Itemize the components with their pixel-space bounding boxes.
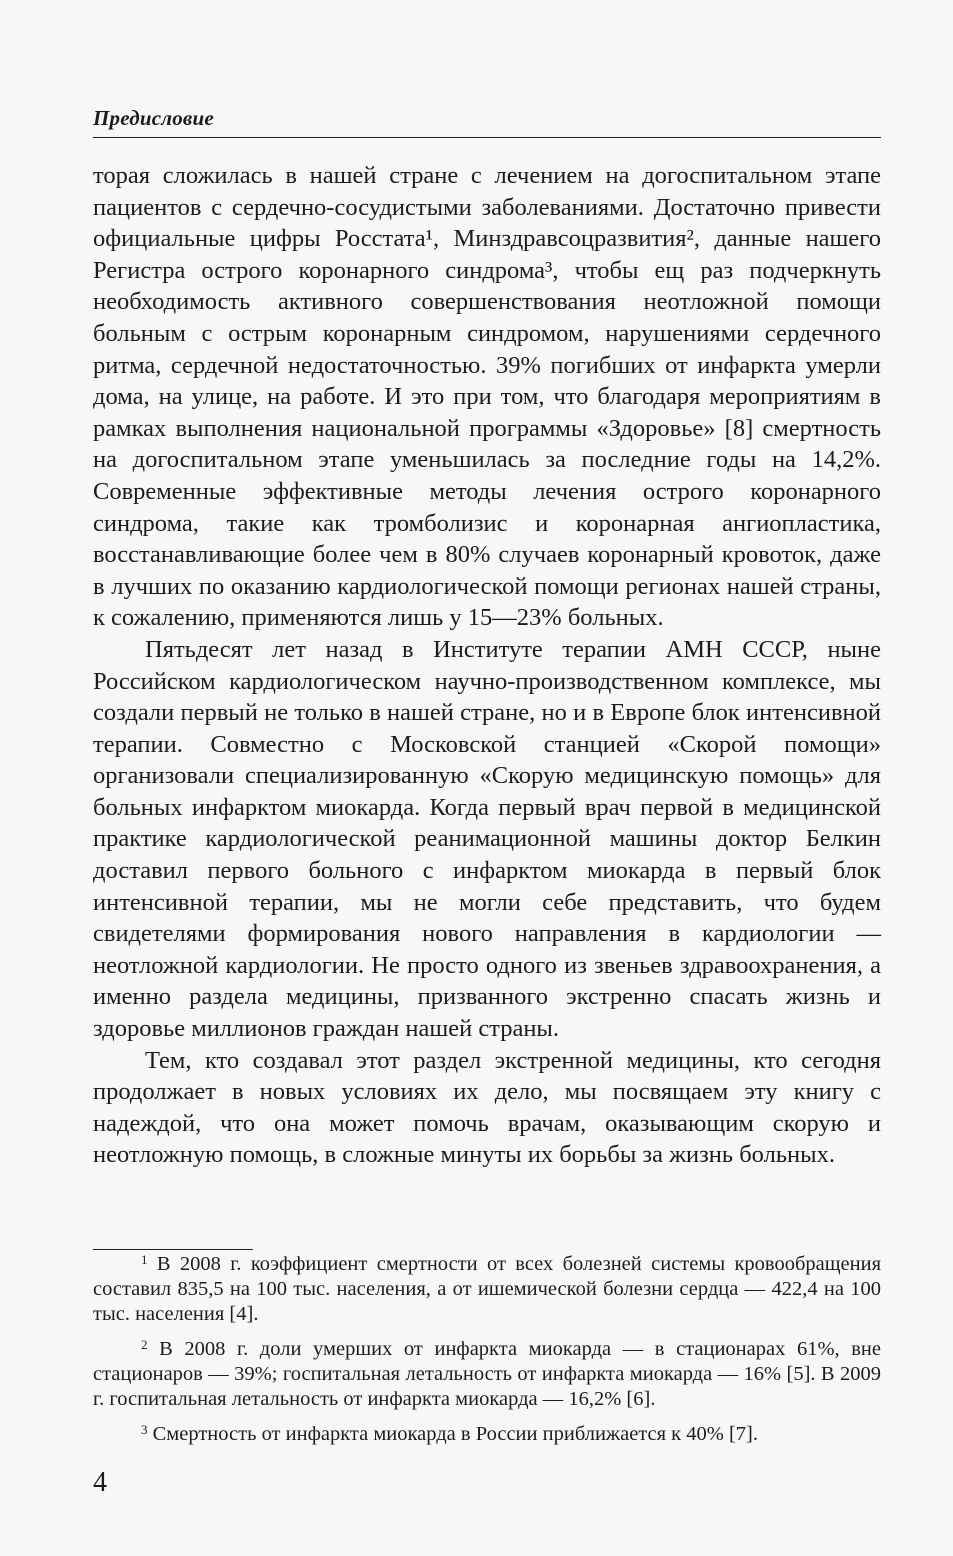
paragraph: Пятьдесят лет назад в Институте терапии АМН СССР, ныне Российском кардиологическом научно-производственном комплексе, мы создали первый не только в нашей стране, но и в Европе блок интенсивной терапии. Совместно с Московской станцией «Скорой помощи» организовали специализированную «Скорую медицинскую помощь» для больных инфарктом миокарда. Когда первый врач первой в медицинской практике кардиологической реанимационной машины доктор Белкин доставил первого больного с инфарктом миокарда в первый блок интенсивной терапии, мы не могли себе представить, что будем свидетелями формирования нового направления в кардиологии — неотложной кардиологии. Не просто одного из звеньев здравоохранения, а именно раздела медицины, призванного экстренно спасать жизнь и здоровье миллионов граждан нашей страны.: [93, 635, 881, 1043]
paragraph: торая сложилась в нашей стране с лечением на догоспитальном этапе пациентов с сердечно-сосудистыми заболеваниями. Достаточно привести официальные цифры Росстата¹, Минздравсоцразвития², данные нашего Регистра острого коронарного синдрома³, чтобы ещ раз подчеркнуть необходимость активного совершенствования неотложной помощи больным с острым коронарным синдромом, нарушениями сердечного ритма, сердечной недостаточностью. 39% погибших от инфаркта умерли дома, на улице, на работе. И это при том, что благодаря мероприятиям в рамках выполнения национальной программы «Здоровье» [8] смертность на догоспитальном этапе уменьшилась за последние годы на 14,2%. Современные эффективные методы лечения острого коронарного синдрома, такие как тромболизис и коронарная ангиопластика, восстанавливающие более чем в 80% случаев коронарный кровоток, даже в лучших по оказанию кардиологической помощи регионах нашей страны, к сожалению, применяются лишь у 15—23% больных.: [93, 162, 881, 632]
paragraph: Тем, кто создавал этот раздел экстренной медицины, кто сегодня продолжает в новых условиях их дело, мы посвящаем эту книгу с надеждой, что она может помочь врачам, оказывающим скорую и неотложную помощь, в сложные минуты их борьбы за жизнь больных.: [93, 1046, 881, 1169]
footnote: [93, 1247, 881, 1327]
footnote-text: В 2008 г. коэффициент смертности от всех болезней системы кровообращения составил 835,5 на 100 тыс. населения, а от ишемической болезни сердца — 422,4 на 100 тыс. населения [4].: [93, 1253, 881, 1325]
footnote-marker: 1: [141, 1252, 148, 1267]
footnote-text: В 2008 г. доли умерших от инфаркта миокарда — в стационарах 61%, вне стационаров — 39%; госпитальная летальность от инфаркта миокарда — 16% [5]. В 2009 г. госпитальная летальность от инфаркта миокарда — 16,2% [6].: [93, 1338, 882, 1410]
footnote-marker: 3: [141, 1422, 148, 1437]
running-title: Предисловие: [93, 106, 214, 130]
page-number: 4: [93, 1467, 107, 1498]
footnotes: [93, 1247, 881, 1452]
footnote: [93, 1332, 881, 1412]
footnote: [93, 1417, 881, 1447]
main-text: [93, 160, 881, 1171]
footnote-text: Смертность от инфаркта миокарда в России приближается к 40% [7].: [152, 1423, 758, 1445]
header-rule: [93, 137, 881, 138]
footnote-marker: 2: [141, 1337, 148, 1352]
